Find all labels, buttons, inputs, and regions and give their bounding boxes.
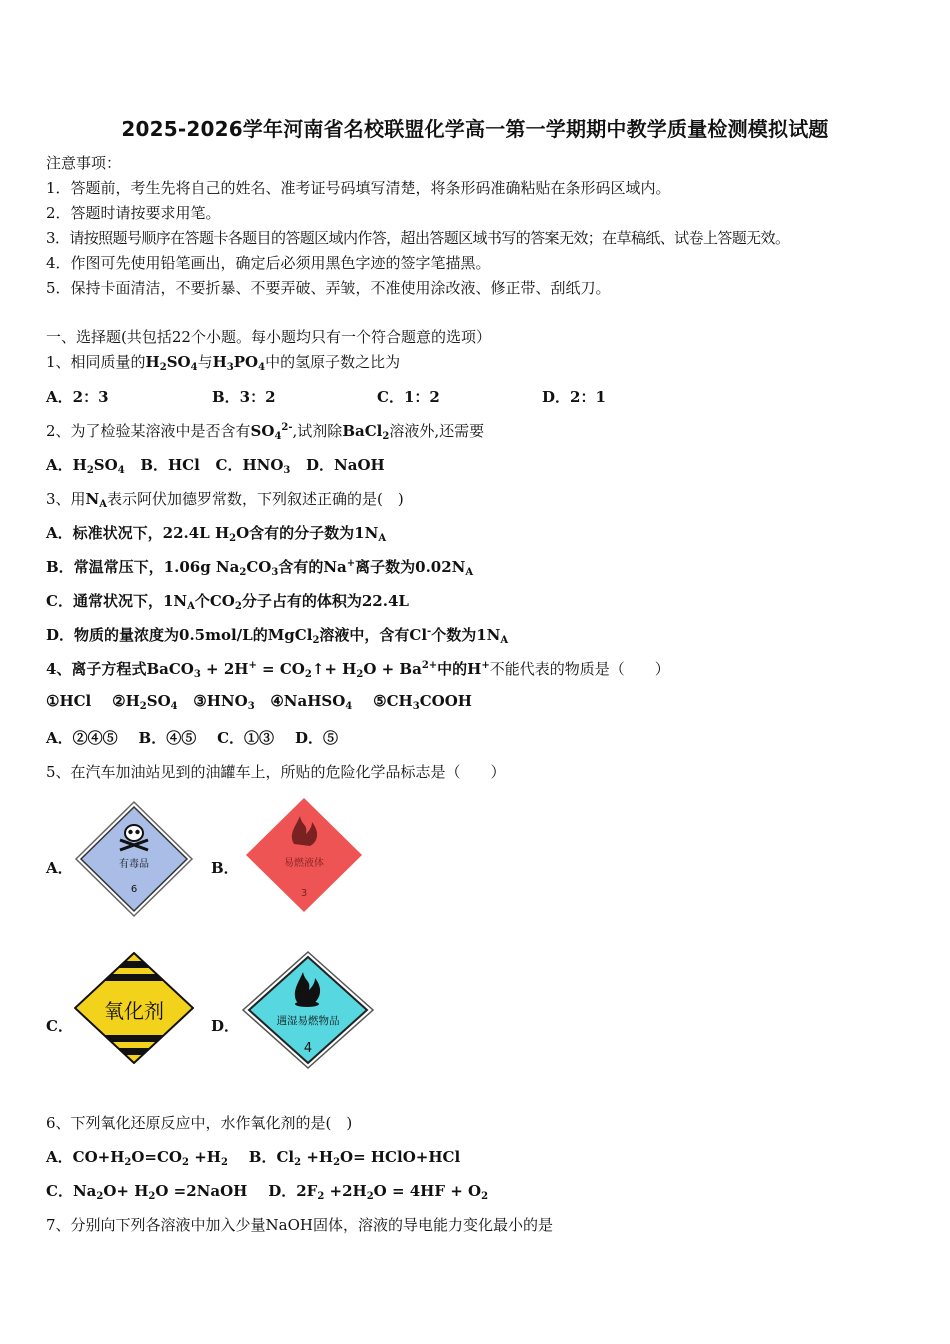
q2-options: A．$H_2SO_4$ B．HCl C．$HNO_3$ D．NaOH xyxy=(46,456,385,476)
notice-item-1: 1．答题前，考生先将自己的姓名、准考证号码填写清楚，将条形码准确粘贴在条形码区域内。 xyxy=(46,179,671,197)
toxic-sign-number: 6 xyxy=(130,884,138,895)
toxic-sign-text: 有毒品 xyxy=(119,859,149,870)
q1-option-b: B．3：2 xyxy=(212,388,276,406)
question-3-stem: 3、用$N_A$表示阿伏加德罗常数，下列叙述正确的是( ) xyxy=(46,490,404,510)
q3-option-c: C．通常状况下，$1N_A$个$CO_2$分子占有的体积为22.4L xyxy=(46,592,409,612)
q3-option-a: A．标准状况下，22.4L $H_2O$含有的分子数为$1N_A$ xyxy=(46,524,387,544)
q1-option-d: D．2：1 xyxy=(542,388,606,406)
question-7-stem: 7、分别向下列各溶液中加入少量NaOH固体，溶液的导电能力变化最小的是 xyxy=(46,1216,553,1234)
flammable-sign-text: 易燃液体 xyxy=(284,858,324,869)
question-4-stem: 4、离子方程式BaCO$_3$ + $2H^+ = CO_2↑+ H_2O + Ba^{2+}$中的H+不能代表的物质是（ ） xyxy=(46,660,670,680)
wet-sign-number: 4 xyxy=(303,1041,313,1056)
flammable-liquid-sign xyxy=(244,796,364,914)
notice-header: 注意事项： xyxy=(46,154,122,172)
notice-item-5: 5．保持卡面清洁，不要折暴、不要弄破、弄皱，不准使用涂改液、修正带、刮纸刀。 xyxy=(46,279,611,297)
notice-item-4: 4．作图可先使用铅笔画出，确定后必须用黑色字迹的签字笔描黑。 xyxy=(46,254,491,272)
q4-options: A．②④⑤ B．④⑤ C．①③ D．⑤ xyxy=(46,729,338,747)
section-heading: 一、选择题(共包括22个小题。每小题均只有一个符合题意的选项） xyxy=(46,328,491,346)
wet-sign-text: 遇湿易燃物品 xyxy=(276,1015,340,1027)
q5-label-a: A． xyxy=(46,859,73,877)
notice-item-3: 3．请按照题号顺序在答题卡各题目的答题区域内作答，超出答题区域书写的答案无效；在草稿纸、试卷上答题无效。 xyxy=(46,229,790,247)
q3-option-d: D．物质的量浓度为0.5mol/L的MgCl$_2$溶液中，含有Cl-个数为$1N_A$ xyxy=(46,626,509,646)
page-title: 2025-2026学年河南省名校联盟化学高一第一学期期中教学质量检测模拟试题 xyxy=(121,117,829,141)
toxic-hazard-sign xyxy=(74,800,194,918)
notice-item-2: 2．答题时请按要求用笔。 xyxy=(46,204,221,222)
q5-label-c: C． xyxy=(46,1017,73,1035)
q1-option-c: C．1：2 xyxy=(377,388,440,406)
q6-options-cd: C．$Na_2O+ H_2O$ =2NaOH D．$2F_2 +2H_2O = 4HF + O_2$ xyxy=(46,1182,489,1202)
question-5-stem: 5、在汽车加油站见到的油罐车上，所贴的危险化学品标志是（ ） xyxy=(46,763,506,781)
oxidizer-sign-text: 氧化剂 xyxy=(104,999,164,1023)
q5-label-d: D． xyxy=(211,1017,240,1035)
flammable-sign-number: 3 xyxy=(300,888,308,899)
dangerous-when-wet-sign xyxy=(241,950,375,1070)
question-2-stem: 2、为了检验某溶液中是否含有$SO_4^{2-}$,试剂除BaCl$_2$溶液外,还需要 xyxy=(46,422,485,442)
question-1-stem: 1、相同质量的$H_2SO_4$与$H_3PO_4$中的氢原子数之比为 xyxy=(46,353,401,373)
q3-option-b: B．常温常压下，1.06g $Na_2CO_3$含有的Na+离子数为$0.02N_A$ xyxy=(46,558,474,578)
q6-options-ab: A．$CO+H_2O=CO_2 +H_2$ B．$Cl_2 +H_2O=$ HClO+HCl xyxy=(46,1148,461,1168)
q4-choices: ①HCl $②H_2SO_4$ $③HNO_3$ ④NaHSO$_4$ $⑤CH_3COOH$ xyxy=(46,692,472,712)
q5-label-b: B． xyxy=(211,859,239,877)
question-6-stem: 6、下列氧化还原反应中，水作氧化剂的是( ) xyxy=(46,1114,353,1132)
oxidizer-hazard-sign xyxy=(74,952,194,1064)
q1-option-a: A．2：3 xyxy=(46,388,109,406)
